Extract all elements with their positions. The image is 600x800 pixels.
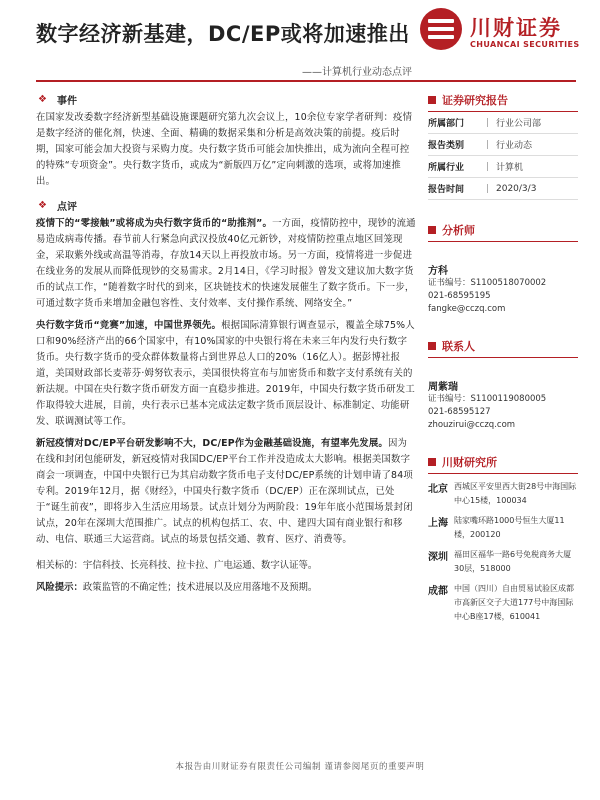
risk-warning	[36, 580, 416, 596]
info-row: 报告时间 | 2020/3/3	[428, 178, 578, 200]
comment-paragraph-1	[36, 216, 416, 312]
paragraph-lead: 新冠疫情对DC/EP平台研发影响不大，DC/EP作为金融基础设施，有望率先发展。	[36, 438, 388, 449]
office-shenzhen: 深圳 福田区福华一路6号免税商务大厦30层，518000	[428, 550, 572, 573]
comment-paragraph-3	[36, 436, 416, 548]
risk-label: 风险提示：	[36, 582, 83, 593]
header-divider	[36, 80, 576, 82]
square-icon	[428, 96, 436, 104]
logo-cn-text: 川财证券	[470, 16, 562, 40]
contact-cert: 证书编号：S1100119080005	[428, 394, 547, 404]
contact-phone: 021-68595127	[428, 407, 491, 417]
contact-name: 周紫瑞	[428, 382, 458, 393]
analyst-name: 方科	[428, 266, 448, 277]
related-stocks	[36, 558, 416, 574]
report-subtitle: ——计算机行业动态点评	[302, 67, 412, 78]
analyst-heading: 分析师	[428, 222, 578, 242]
paragraph-body: 一方面，疫情防控中，现钞的流通易造成病毒传播。春节前人行紧急向武汉投放40亿元新钞，对疫情防控重点地区回笼现金，采取紫外线或高温等消毒，存放14天以上再投放市场。另一方面，疫情将进一步促进在线业务的发展从而降低现钞的交易需求。2月14日，《学习时报》曾发文建议加大数字货币的试点工作，“随着数字时代的到来，区块链技术的快速发展催生了数字货币。下一步，可通过数字货币来增加金融包容性、支付效率、支付操作系统、网络安全。”	[36, 218, 416, 309]
analyst-email[interactable]: fangke@cczq.com	[428, 304, 506, 314]
company-logo	[420, 8, 580, 58]
info-row: 所属行业 | 计算机	[428, 156, 578, 178]
paragraph-body: 根据国际清算银行调查显示，覆盖全球75%人口和90%经济产出的66个国家中，有10%国家的中央银行将在未来三年内发行央行数字货币。央行数字货币的受众群体数量将占到世界总人口的20%（16亿人）。据彭博社报道，美国财政部长麦蒂芬·姆努钦表示，美国很快将宣布与加密货币和数字支付系统有关的新法规。中国在央行数字货币研发方面一直稳步推进。2019年，中国央行数字货币研发工作取得较大进展，目前，央行表示已基本完成法定数字货币顶层设计、标准制定、功能研发、联调测试等工作。	[36, 320, 415, 427]
sidebar	[428, 92, 578, 624]
report-info-heading: 证券研究报告	[428, 92, 578, 112]
events-text: 在国家发改委数字经济新型基础设施课题研究第九次会议上，10余位专家学者研判：疫情是数字经济的催化剂，快速、全面、精确的数据采集和分析是高效决策的前提。疫后时期，国家可能会加大投资与采购力度。央行数字货币可能会加快推出，成为流向全程可控的特殊“专项资金”。央行数字货币，或成为“新版四万亿”定向刺激的选项，或将加速推出。	[36, 112, 413, 187]
comments-heading: ❖ 点评	[38, 199, 77, 213]
paragraph-lead: 疫情下的“零接触”或将成为央行数字货币的“助推剂”。	[36, 218, 273, 229]
square-icon	[428, 458, 436, 466]
main-content	[36, 86, 416, 596]
square-icon	[428, 226, 436, 234]
institute-heading: 川财研究所	[428, 454, 578, 474]
contact-heading: 联系人	[428, 338, 578, 358]
info-row: 所属部门 | 行业公司部	[428, 112, 578, 134]
logo-mark-icon	[420, 8, 462, 50]
related-text: 宇信科技、长亮科技、拉卡拉、广电运通、数字认证等。	[82, 560, 318, 571]
risk-text: 政策监管的不确定性；技术进展以及应用落地不及预期。	[82, 582, 318, 593]
square-icon	[428, 342, 436, 350]
comment-paragraph-2	[36, 318, 416, 430]
related-label: 相关标的：	[36, 560, 83, 571]
office-beijing: 北京 西城区平安里西大街28号中海国际中心15楼，100034	[428, 482, 577, 505]
paragraph-body: 因为在线和封闭包能研发，新冠疫情对我国DC/EP平台工作并没造成太大影响。根据美国数字商会一项调查，中国中央银行已为其启动数字货币电子支付DC/EP系统的计划申请了84项专利。2019年12月，据《财经》，中国央行数字货币（DC/EP）正在深圳试点，已处于“诞生前夜”，即将步入生活应用场景。试点计划分为两阶段：19年年底小范围场景封闭试点，20年在深圳大范围推广。试点的机构包括工、农、中、建四大国有商业银行和移动、电信、联通三大运营商。试点的场景包括交通、教育、医疗、消费等。	[36, 438, 413, 545]
events-heading: ❖ 事件	[38, 93, 77, 107]
office-chengdu: 成都 中国（四川）自由贸易试验区成都市高新区交子大道177号中海国际中心B座17楼，610041	[428, 584, 574, 621]
page-footer: 本报告由川财证券有限责任公司编制 谨请参阅尾页的重要声明	[175, 762, 425, 772]
office-shanghai: 上海 陆家嘴环路1000号恒生大厦11楼，200120	[428, 516, 565, 539]
paragraph-lead: 央行数字货币“竞赛”加速，中国世界领先。	[36, 320, 222, 331]
logo-en-text: CHUANCAI SECURITIES	[470, 40, 580, 49]
analyst-phone: 021-68595195	[428, 291, 491, 301]
contact-email[interactable]: zhouzirui@cczq.com	[428, 420, 516, 430]
diamond-icon: ❖	[38, 93, 47, 105]
report-title: 数字经济新基建，DC/EP或将加速推出	[36, 22, 410, 46]
diamond-icon: ❖	[38, 199, 47, 211]
analyst-cert: 证书编号：S1100518070002	[428, 278, 547, 288]
info-row: 报告类别 | 行业动态	[428, 134, 578, 156]
